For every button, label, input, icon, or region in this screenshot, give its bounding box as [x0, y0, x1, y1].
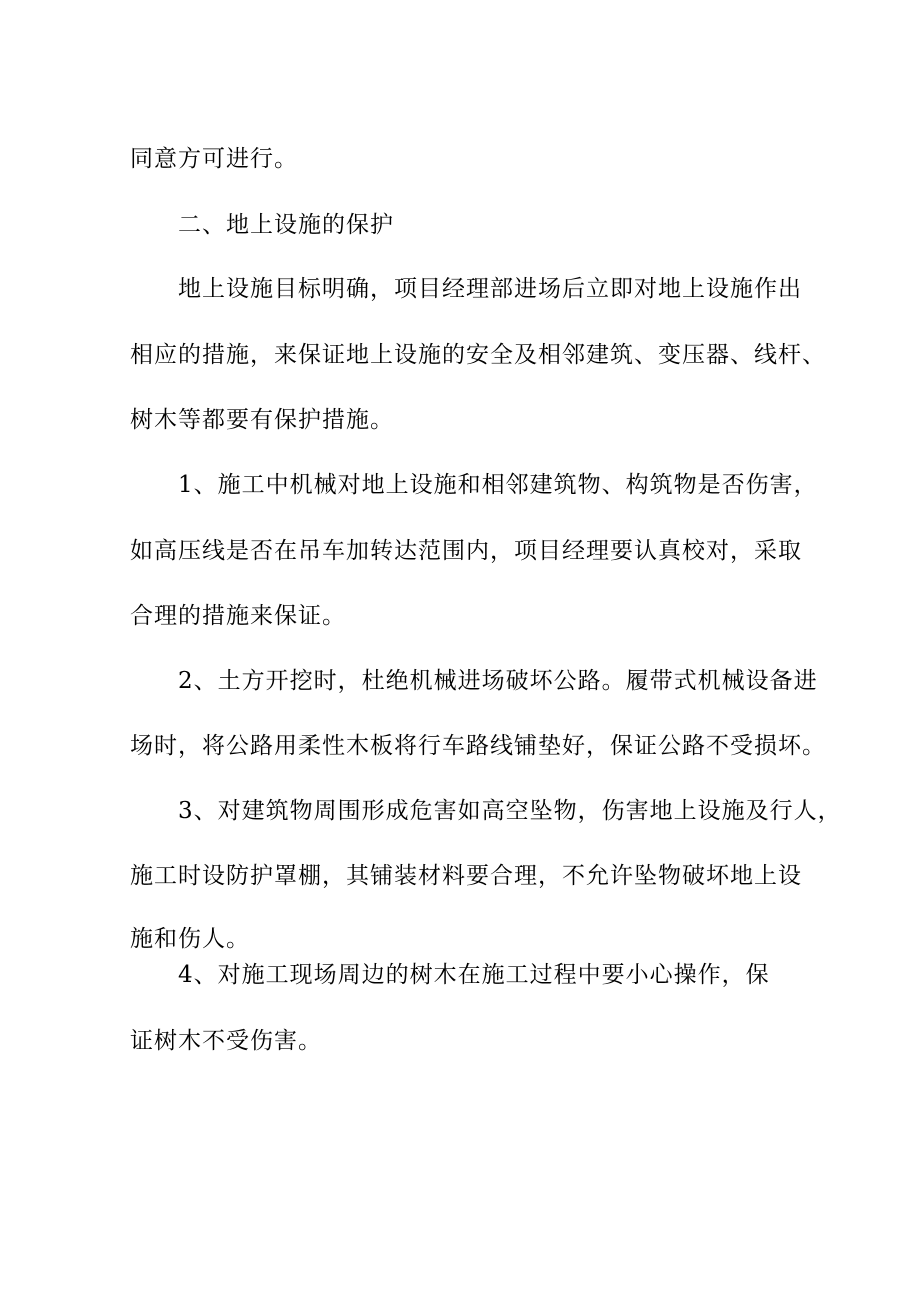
- section-heading: 二、地上设施的保护: [178, 212, 394, 238]
- text-line: 相应的措施，来保证地上设施的安全及相邻建筑、变压器、线杆、: [130, 342, 826, 368]
- text-line: 同意方可进行。: [130, 146, 298, 172]
- text-line: 3、对建筑物周围形成危害如高空坠物，伤害地上设施及行人，: [178, 798, 842, 824]
- text-line: 合理的措施来保证。: [130, 603, 346, 629]
- text-line: 如高压线是否在吊车加转达范围内，项目经理要认真校对，采取: [130, 538, 802, 564]
- text-line: 场时，将公路用柔性木板将行车路线铺垫好，保证公路不受损坏。: [130, 733, 826, 759]
- text-line: 4、对施工现场周边的树木在施工过程中要小心操作，保: [178, 962, 770, 988]
- text-line: 1、施工中机械对地上设施和相邻建筑物、构筑物是否伤害，: [178, 472, 818, 498]
- text-line: 地上设施目标明确，项目经理部进场后立即对地上设施作出: [178, 276, 802, 302]
- text-line: 树木等都要有保护措施。: [130, 407, 394, 433]
- text-line: 施和伤人。: [130, 926, 250, 952]
- text-line: 2、土方开挖时，杜绝机械进场破坏公路。履带式机械设备进: [178, 668, 818, 694]
- text-line: 施工时设防护罩棚，其铺装材料要合理，不允许坠物破坏地上设: [130, 863, 802, 889]
- text-line: 证树木不受伤害。: [130, 1028, 322, 1054]
